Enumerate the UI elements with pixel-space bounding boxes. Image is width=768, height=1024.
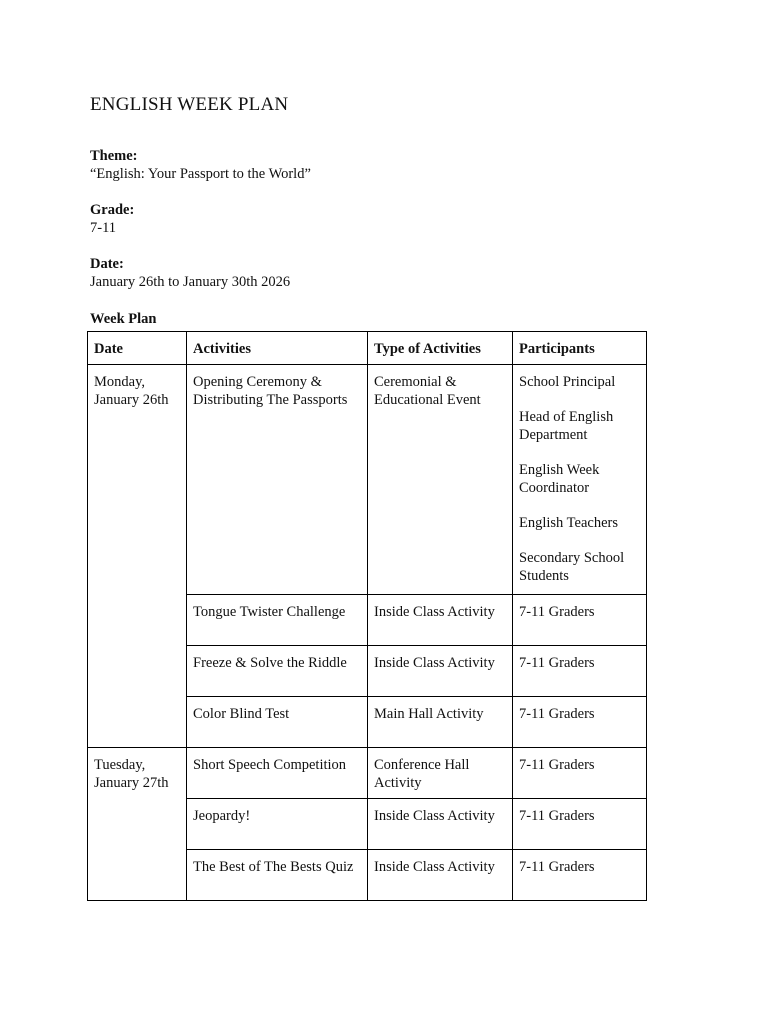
header-activities: Activities bbox=[187, 332, 368, 365]
activity-cell: Freeze & Solve the Riddle bbox=[187, 646, 368, 697]
participants-cell: 7-11 Graders bbox=[513, 697, 647, 748]
table-header-row bbox=[88, 332, 647, 365]
participants-list bbox=[519, 373, 640, 585]
participant-item: English Teachers bbox=[519, 515, 618, 531]
participant-item: Head of English Department bbox=[519, 409, 614, 443]
participants-cell: 7-11 Graders bbox=[513, 748, 647, 799]
activity-type-cell: Ceremonial & Educational Event bbox=[368, 365, 513, 595]
week-plan-table bbox=[87, 331, 647, 901]
activity-type-cell: Inside Class Activity bbox=[368, 646, 513, 697]
activity-cell: Jeopardy! bbox=[187, 799, 368, 850]
activity-cell: Short Speech Competition bbox=[187, 748, 368, 799]
header-type: Type of Activities bbox=[368, 332, 513, 365]
activity-type-cell: Main Hall Activity bbox=[368, 697, 513, 748]
activity-cell: Opening Ceremony & Distributing The Passports bbox=[187, 365, 368, 595]
activity-type-cell: Conference Hall Activity bbox=[368, 748, 513, 799]
table-row bbox=[88, 365, 647, 595]
table-row bbox=[88, 748, 647, 799]
theme-label: Theme: bbox=[90, 148, 138, 164]
participants-cell: 7-11 Graders bbox=[513, 850, 647, 901]
date-label: Date: bbox=[90, 256, 124, 272]
header-participants: Participants bbox=[513, 332, 647, 365]
document-title: ENGLISH WEEK PLAN bbox=[90, 94, 289, 115]
date-value: January 26th to January 30th 2026 bbox=[90, 274, 291, 290]
participants-cell: 7-11 Graders bbox=[513, 799, 647, 850]
participant-item: School Principal bbox=[519, 374, 616, 390]
participant-item: Secondary School Students bbox=[519, 550, 625, 584]
date-field bbox=[90, 255, 290, 291]
activity-cell: Tongue Twister Challenge bbox=[187, 595, 368, 646]
participants-cell: 7-11 Graders bbox=[513, 646, 647, 697]
week-plan-label: Week Plan bbox=[90, 311, 157, 327]
participants-cell bbox=[513, 365, 647, 595]
day-date-cell: Monday, January 26th bbox=[88, 365, 187, 748]
day-date-cell: Tuesday, January 27th bbox=[88, 748, 187, 901]
header-date: Date bbox=[88, 332, 187, 365]
grade-value: 7-11 bbox=[90, 220, 117, 236]
grade-field bbox=[90, 201, 134, 237]
theme-value: “English: Your Passport to the World” bbox=[90, 166, 311, 182]
activity-type-cell: Inside Class Activity bbox=[368, 595, 513, 646]
participant-item: English Week Coordinator bbox=[519, 462, 600, 496]
activity-type-cell: Inside Class Activity bbox=[368, 850, 513, 901]
activity-cell: The Best of The Bests Quiz bbox=[187, 850, 368, 901]
activity-type-cell: Inside Class Activity bbox=[368, 799, 513, 850]
activity-cell: Color Blind Test bbox=[187, 697, 368, 748]
participants-cell: 7-11 Graders bbox=[513, 595, 647, 646]
grade-label: Grade: bbox=[90, 202, 135, 218]
theme-field bbox=[90, 147, 311, 183]
